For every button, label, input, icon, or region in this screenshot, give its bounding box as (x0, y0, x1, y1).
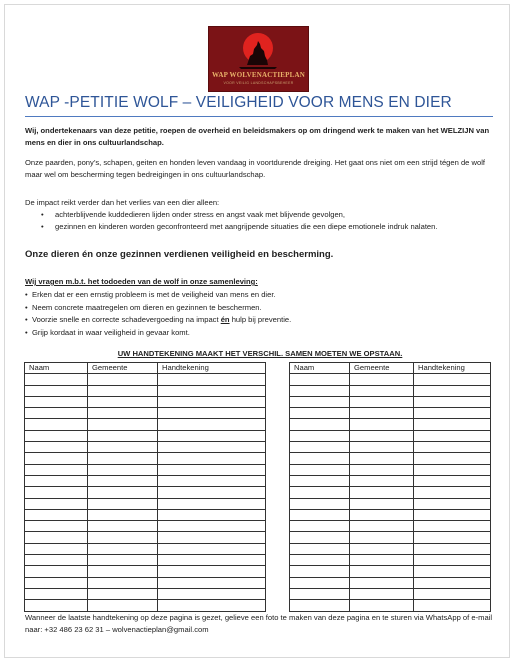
municipality-cell[interactable] (88, 600, 158, 611)
signature-cell[interactable] (158, 408, 266, 419)
signature-row (290, 600, 491, 611)
name-cell[interactable] (25, 521, 88, 532)
signature-cell[interactable] (158, 374, 266, 385)
name-cell[interactable] (25, 487, 88, 498)
signature-row (25, 475, 266, 486)
signature-cell[interactable] (414, 408, 491, 419)
signature-row (25, 374, 266, 385)
signature-cell[interactable] (158, 588, 266, 599)
signature-row (25, 555, 266, 566)
municipality-cell[interactable] (88, 419, 158, 430)
signature-row (290, 566, 491, 577)
name-cell[interactable] (290, 521, 350, 532)
signature-row (25, 543, 266, 554)
signature-cell[interactable] (414, 385, 491, 396)
signature-cell[interactable] (414, 532, 491, 543)
name-cell[interactable] (290, 430, 350, 441)
signature-heading: UW HANDTEKENING MAAKT HET VERSCHIL. SAMEN MOETEN WE OPSTAAN. (117, 349, 403, 358)
name-cell[interactable] (25, 475, 88, 486)
municipality-cell[interactable] (88, 475, 158, 486)
signature-table-right (289, 362, 491, 612)
signature-row (290, 374, 491, 385)
list-item-text: Neem concrete maatregelen om dieren en gezinnen te beschermen. (32, 302, 262, 312)
signature-cell[interactable] (414, 475, 491, 486)
signature-cell[interactable] (414, 430, 491, 441)
municipality-cell[interactable] (88, 498, 158, 509)
signature-row (290, 532, 491, 543)
name-cell[interactable] (25, 430, 88, 441)
municipality-cell[interactable] (88, 532, 158, 543)
municipality-cell[interactable] (350, 442, 414, 453)
paragraph-threat: Onze paarden, pony’s, schapen, geiten en honden leven vandaag in voortdurende dreiging. Het gaat ons niet om een strijd tégen de wolf maar wel om bescherming tegen bedreigingen in ons cultuurlandschap. (25, 158, 486, 179)
signature-cell[interactable] (414, 464, 491, 475)
municipality-cell[interactable] (88, 521, 158, 532)
name-cell[interactable] (290, 600, 350, 611)
signature-cell[interactable] (158, 464, 266, 475)
column-header-municipality: Gemeente (350, 363, 414, 374)
signature-row (25, 577, 266, 588)
municipality-cell[interactable] (350, 577, 414, 588)
municipality-cell[interactable] (88, 453, 158, 464)
signature-row (25, 408, 266, 419)
signature-cell[interactable] (158, 475, 266, 486)
signature-cell[interactable] (414, 521, 491, 532)
name-cell[interactable] (25, 442, 88, 453)
signature-row (290, 475, 491, 486)
municipality-cell[interactable] (88, 430, 158, 441)
municipality-cell[interactable] (88, 509, 158, 520)
column-header-municipality: Gemeente (88, 363, 158, 374)
signature-cell[interactable] (414, 498, 491, 509)
name-cell[interactable] (290, 396, 350, 407)
title-underline (25, 116, 493, 117)
name-cell[interactable] (25, 419, 88, 430)
signature-cell[interactable] (414, 600, 491, 611)
column-header-name: Naam (25, 363, 88, 374)
name-cell[interactable] (290, 442, 350, 453)
signature-row (25, 442, 266, 453)
signature-row (290, 487, 491, 498)
municipality-cell[interactable] (350, 453, 414, 464)
signature-cell[interactable] (158, 442, 266, 453)
column-header-signature: Handtekening (158, 363, 266, 374)
name-cell[interactable] (25, 566, 88, 577)
safety-heading: Onze dieren én onze gezinnen verdienen veiligheid en bescherming. (25, 249, 334, 260)
name-cell[interactable] (290, 577, 350, 588)
name-cell[interactable] (25, 396, 88, 407)
signature-cell[interactable] (414, 396, 491, 407)
signature-row (25, 453, 266, 464)
name-cell[interactable] (290, 374, 350, 385)
signature-cell[interactable] (414, 453, 491, 464)
name-cell[interactable] (25, 385, 88, 396)
signature-cell[interactable] (158, 396, 266, 407)
signature-row (25, 487, 266, 498)
name-cell[interactable] (290, 588, 350, 599)
signature-row (25, 600, 266, 611)
signature-row (25, 566, 266, 577)
municipality-cell[interactable] (88, 487, 158, 498)
intro-paragraph: Wij, ondertekenaars van deze petitie, roepen de overheid en beleidsmakers op om dringend werk te maken van het WELZIJN van mens en dier in ons cultuurlandschap. (25, 126, 490, 147)
name-cell[interactable] (25, 532, 88, 543)
page-title: WAP -PETITIE WOLF – VEILIGHEID VOOR MENS EN DIER (25, 94, 452, 111)
name-cell[interactable] (25, 408, 88, 419)
signature-row (25, 385, 266, 396)
name-cell[interactable] (25, 374, 88, 385)
list-item-text: Voorzie snelle en correcte schadevergoeding na impact (32, 315, 221, 325)
footer-instructions: Wanneer de laatste handtekening op deze pagina is gezet, gelieve een foto te maken van deze pagina en te sturen via WhatsApp of e-mail naar: +32 486 23 62 31 – wolvenactieplan@gmail.com (25, 613, 493, 634)
list-item-text: Grijp kordaat in waar veiligheid in gevaar komt. (32, 327, 190, 337)
signature-row (290, 453, 491, 464)
signature-row (290, 385, 491, 396)
signature-row (290, 543, 491, 554)
municipality-cell[interactable] (350, 566, 414, 577)
municipality-cell[interactable] (350, 543, 414, 554)
signature-cell[interactable] (158, 543, 266, 554)
signature-row (25, 419, 266, 430)
emphasis-text: én (220, 315, 230, 325)
signature-row (25, 521, 266, 532)
signature-row (25, 498, 266, 509)
signature-row (290, 464, 491, 475)
column-header-signature: Handtekening (414, 363, 491, 374)
name-cell[interactable] (25, 600, 88, 611)
municipality-cell[interactable] (88, 385, 158, 396)
signature-row (290, 442, 491, 453)
signature-cell[interactable] (414, 419, 491, 430)
signature-cell[interactable] (158, 566, 266, 577)
signature-cell[interactable] (414, 566, 491, 577)
name-cell[interactable] (290, 566, 350, 577)
signature-row (25, 588, 266, 599)
name-cell[interactable] (290, 464, 350, 475)
signature-cell[interactable] (158, 532, 266, 543)
municipality-cell[interactable] (88, 442, 158, 453)
municipality-cell[interactable] (350, 521, 414, 532)
municipality-cell[interactable] (88, 408, 158, 419)
municipality-cell[interactable] (350, 374, 414, 385)
name-cell[interactable] (25, 588, 88, 599)
logo-tagline: VOOR VEILIG LANDSCHAPSBEHEER (223, 81, 294, 85)
name-cell[interactable] (25, 453, 88, 464)
signature-cell[interactable] (158, 430, 266, 441)
signature-cell[interactable] (414, 509, 491, 520)
municipality-cell[interactable] (88, 396, 158, 407)
list-item: • Erken dat er een ernstig probleem is met de veiligheid van mens en dier. (25, 290, 276, 299)
name-cell[interactable] (290, 453, 350, 464)
name-cell[interactable] (25, 464, 88, 475)
list-item: • Grijp kordaat in waar veiligheid in gevaar komt. (25, 327, 190, 337)
name-cell[interactable] (290, 419, 350, 430)
paragraph-impact: De impact reikt verder dan het verlies van een dier alleen: (25, 198, 220, 207)
municipality-cell[interactable] (350, 487, 414, 498)
signature-cell[interactable] (414, 442, 491, 453)
name-cell[interactable] (290, 385, 350, 396)
municipality-cell[interactable] (88, 464, 158, 475)
municipality-cell[interactable] (88, 543, 158, 554)
signature-cell[interactable] (414, 487, 491, 498)
name-cell[interactable] (290, 532, 350, 543)
signature-row (25, 532, 266, 543)
logo-name: WAP WOLVENACTIEPLAN (211, 71, 306, 79)
signature-cell[interactable] (158, 487, 266, 498)
list-item: • gezinnen en kinderen worden geconfronteerd met aangrijpende situaties die een diepe emotionele indruk nalaten. (41, 222, 438, 231)
name-cell[interactable] (290, 408, 350, 419)
name-cell[interactable] (290, 555, 350, 566)
signature-cell[interactable] (414, 577, 491, 588)
column-header-name: Naam (290, 363, 350, 374)
name-cell[interactable] (25, 543, 88, 554)
municipality-cell[interactable] (350, 475, 414, 486)
municipality-cell[interactable] (350, 396, 414, 407)
signature-cell[interactable] (414, 543, 491, 554)
name-cell[interactable] (290, 475, 350, 486)
municipality-cell[interactable] (350, 464, 414, 475)
name-cell[interactable] (290, 509, 350, 520)
signature-row (290, 419, 491, 430)
municipality-cell[interactable] (88, 555, 158, 566)
municipality-cell[interactable] (350, 408, 414, 419)
list-item: • Neem concrete maatregelen om dieren en gezinnen te beschermen. (25, 302, 262, 312)
signature-row (290, 430, 491, 441)
municipality-cell[interactable] (88, 566, 158, 577)
name-cell[interactable] (25, 577, 88, 588)
impact-list (25, 209, 495, 233)
signature-row (290, 521, 491, 532)
list-item-text: gezinnen en kinderen worden geconfronteerd met aangrijpende situaties die een diepe emotionele indruk nalaten. (55, 222, 438, 231)
list-item: • Voorzie snelle en correcte schadevergoeding na impact én hulp bij preventie. (25, 315, 292, 325)
signature-cell[interactable] (158, 419, 266, 430)
signature-cell[interactable] (158, 385, 266, 396)
municipality-cell[interactable] (350, 509, 414, 520)
municipality-cell[interactable] (350, 588, 414, 599)
signature-row (25, 430, 266, 441)
signature-table-left (24, 362, 266, 612)
name-cell[interactable] (290, 498, 350, 509)
signature-cell[interactable] (414, 588, 491, 599)
list-item: • achterblijvende kuddedieren lijden onder stress en angst vaak met blijvende gevolgen, (41, 210, 346, 219)
signature-cell[interactable] (414, 374, 491, 385)
municipality-cell[interactable] (88, 588, 158, 599)
signature-row (290, 408, 491, 419)
municipality-cell[interactable] (350, 532, 414, 543)
municipality-cell[interactable] (88, 374, 158, 385)
municipality-cell[interactable] (88, 577, 158, 588)
name-cell[interactable] (25, 555, 88, 566)
signature-row (290, 588, 491, 599)
name-cell[interactable] (25, 509, 88, 520)
municipality-cell[interactable] (350, 555, 414, 566)
signature-row (290, 555, 491, 566)
demands-title (25, 276, 495, 288)
municipality-cell[interactable] (350, 430, 414, 441)
name-cell[interactable] (290, 543, 350, 554)
municipality-cell[interactable] (350, 600, 414, 611)
name-cell[interactable] (290, 487, 350, 498)
signature-cell[interactable] (158, 509, 266, 520)
signature-row (290, 509, 491, 520)
signature-cell[interactable] (414, 555, 491, 566)
signature-cell[interactable] (158, 453, 266, 464)
signature-row (25, 464, 266, 475)
list-item-text: hulp bij preventie. (229, 315, 292, 325)
demands-title-text: Wij vragen m.b.t. het todoeden van de wolf in onze samenleving: (25, 277, 258, 286)
municipality-cell[interactable] (350, 498, 414, 509)
municipality-cell[interactable] (350, 385, 414, 396)
signature-row (290, 396, 491, 407)
signature-row (290, 498, 491, 509)
signature-cell[interactable] (158, 498, 266, 509)
signature-cell[interactable] (158, 521, 266, 532)
demands-list (25, 289, 495, 339)
signature-cell[interactable] (158, 600, 266, 611)
list-item-text: Erken dat er een ernstig probleem is met de veiligheid van mens en dier. (32, 290, 276, 299)
signature-cell[interactable] (158, 577, 266, 588)
signature-cell[interactable] (158, 555, 266, 566)
list-item-text: achterblijvende kuddedieren lijden onder stress en angst vaak met blijvende gevolgen, (55, 210, 346, 219)
signature-row (25, 509, 266, 520)
name-cell[interactable] (25, 498, 88, 509)
signature-row (25, 396, 266, 407)
wap-logo (208, 26, 309, 92)
signature-row (290, 577, 491, 588)
municipality-cell[interactable] (350, 419, 414, 430)
